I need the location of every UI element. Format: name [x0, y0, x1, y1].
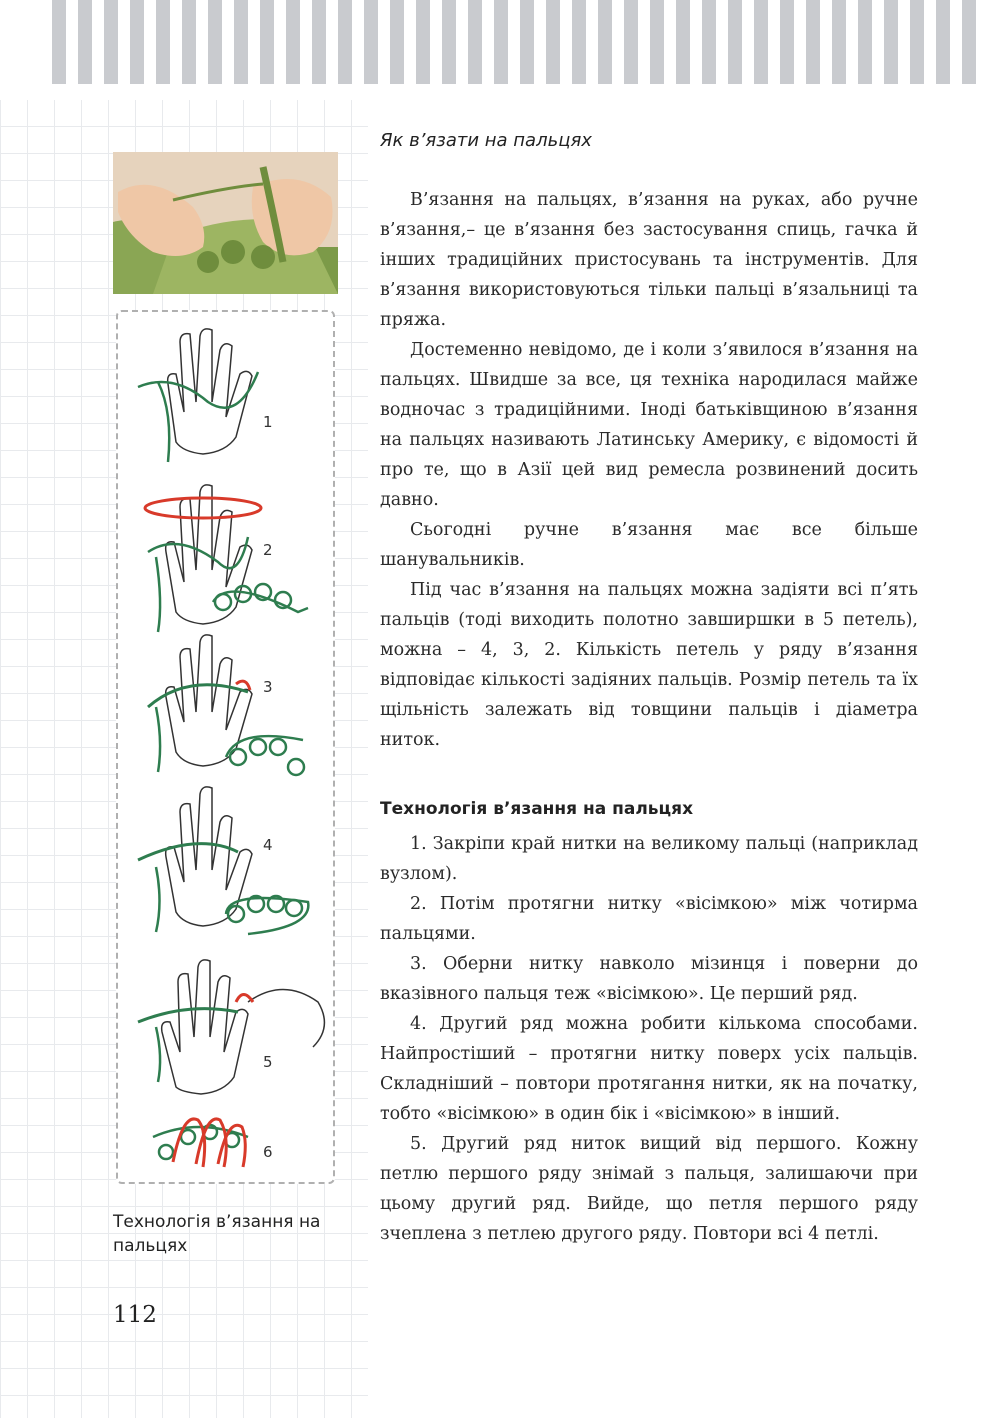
paragraph: В’язання на пальцях, в’язання на руках, або ручне в’язання,– це в’язання без застосування спиць, гачка й інших традиційних пристосувань та інструментів. Для в’язання використовуються тільки пальці в’язальниці та пряжа.: [380, 190, 918, 330]
figure-label-1: 1: [263, 413, 273, 431]
hand-step-4-icon: [138, 787, 308, 934]
subsection-title: Технологія в’язання на пальцях: [380, 799, 694, 819]
figure-label-5: 5: [263, 1053, 273, 1071]
step-item: 2. Потім протягни нитку «вісімкою» між чотирма пальцями.: [380, 894, 918, 944]
paragraph: Сьогодні ручне в’язання має все більше шанувальників.: [380, 520, 918, 570]
paragraph: Під час в’язання на пальцях можна задіяти всі п’ять пальців (тоді виходить полотно завширшки в 5 петель), можна – 4, 3, 2. Кількість петель у ряду в’язання відповідає кількості задіяних пальців. Розмір петель та їх щільність залежать від товщини пальців і діаметра ниток.: [380, 580, 918, 750]
figure-label-3: 3: [263, 678, 273, 696]
step-item: 3. Оберни нитку навколо мізинця і поверни до вказівного пальця теж «вісімкою». Це перший ряд.: [380, 954, 918, 1004]
knitting-photo: [113, 152, 338, 294]
paragraph: Достеменно невідомо, де і коли з’явилося в’язання на пальцях. Швидше за все, ця техніка народилася майже водночас з традиційними. Іноді батьківщиною в’язання на пальцях називають Латинську Америку, є відомості й про те, що в Азії цей вид ремесла розвинений досить давно.: [380, 340, 918, 510]
hand-step-5-icon: [138, 960, 324, 1094]
knitting-steps-illustration: [116, 310, 335, 1184]
main-content: [380, 130, 918, 1249]
step-item: 5. Другий ряд ниток вищий від першого. Кожну петлю першого ряду знімай з пальця, залишаючи при цьому другий ряд. Вийде, що петля першого ряду зчеплена з петлею другого ряду. Повтори всі 4 петлі.: [380, 1134, 918, 1244]
step-item: 4. Другий ряд можна робити кількома способами. Найпростіший – протягни нитку поверх усіх пальців. Складніший – повтори протягання нитки, як на початку, тобто «вісімкою» в один бік і «вісімкою» в інший.: [380, 1014, 918, 1124]
page-number: 112: [113, 1302, 157, 1328]
section-title: Як в’язати на пальцях: [380, 130, 592, 151]
hand-step-2-icon: [145, 485, 308, 632]
loops-step-6-icon: [153, 1119, 273, 1167]
figure-caption: Технологія в’язання на пальцях: [113, 1212, 321, 1256]
figure-label-4: 4: [263, 836, 273, 854]
step-item: 1. Закріпи край нитки на великому пальці (наприклад вузлом).: [380, 834, 918, 884]
figure-label-6: 6: [263, 1143, 273, 1161]
hand-step-3-icon: [148, 635, 304, 775]
figure-label-2: 2: [263, 541, 273, 559]
header-stripes: [52, 0, 982, 84]
hand-step-1-icon: [138, 329, 273, 462]
